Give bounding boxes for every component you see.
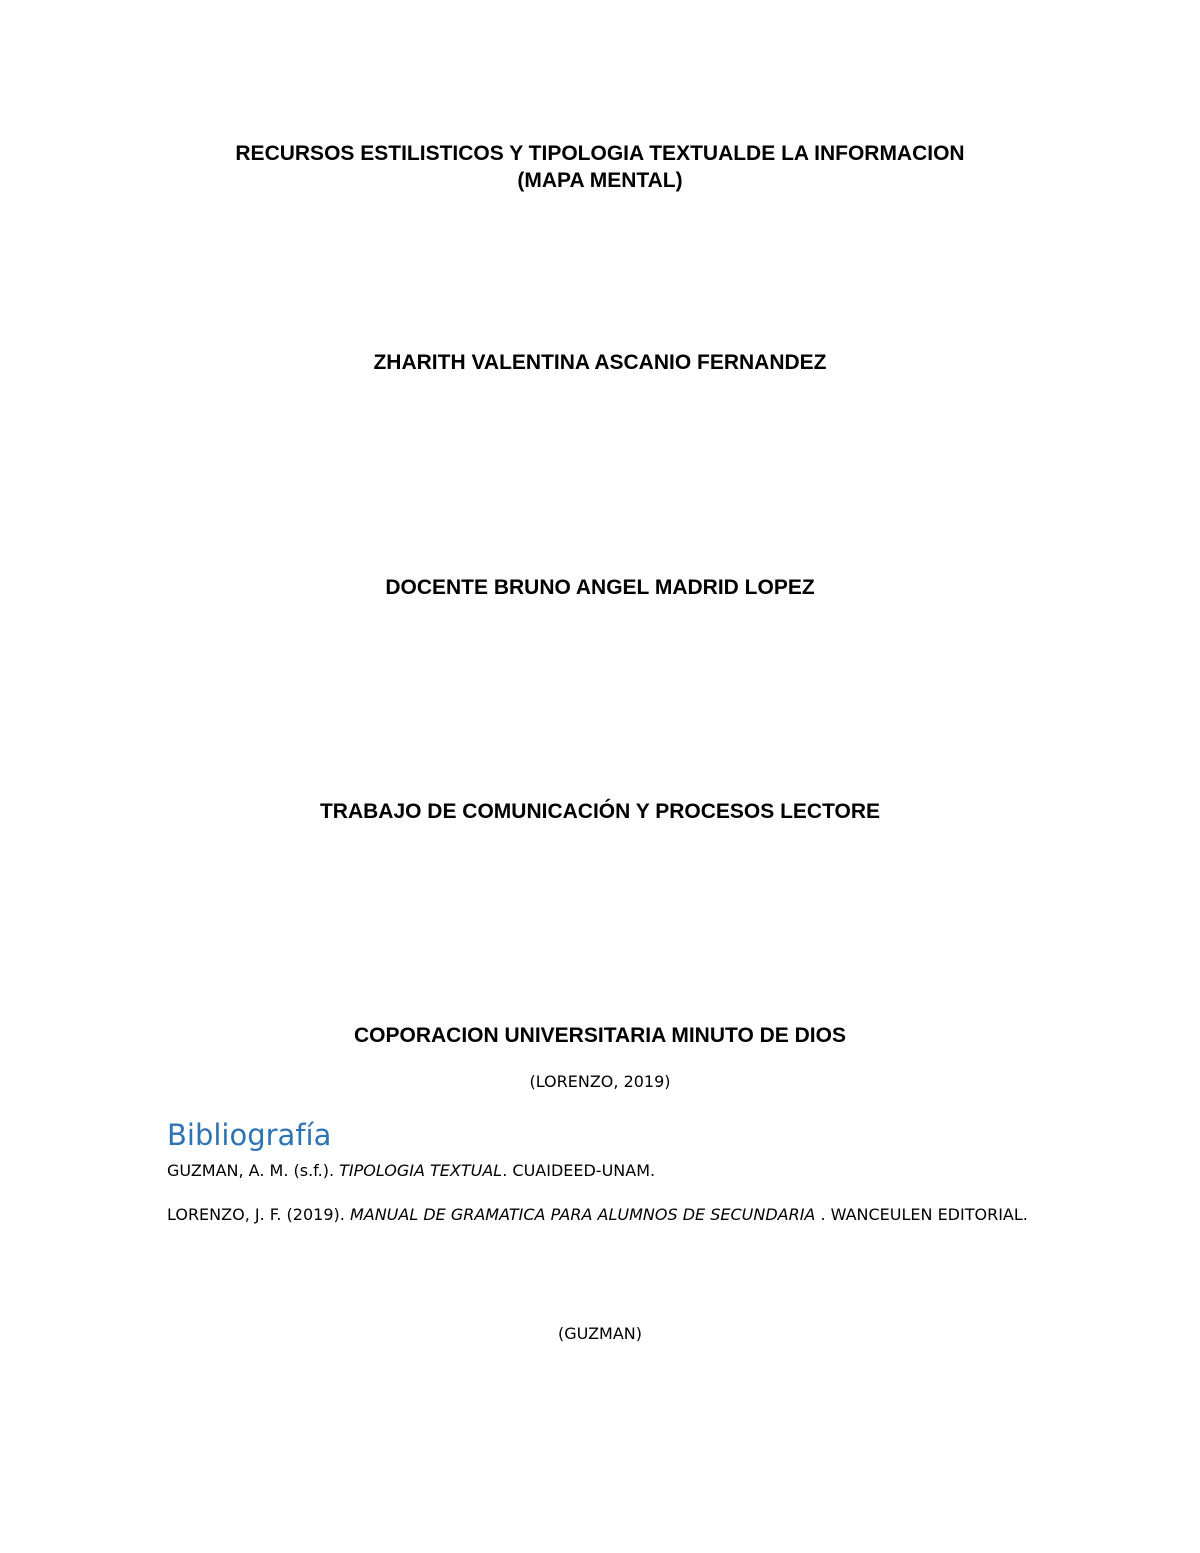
- bibliography-entry-lorenzo: [167, 1200, 1107, 1230]
- institution-name: COPORACION UNIVERSITARIA MINUTO DE DIOS: [354, 1024, 846, 1047]
- entry-lead: GUZMAN, A. M. (s.f.).: [167, 1161, 340, 1180]
- entry-title: TIPOLOGIA TEXTUAL: [339, 1161, 503, 1180]
- entry-lead: LORENZO, J. F. (2019).: [167, 1205, 350, 1224]
- citation-lorenzo: (LORENZO, 2019): [529, 1072, 671, 1091]
- work-description: TRABAJO DE COMUNICACIÓN Y PROCESOS LECTORE: [319, 800, 881, 823]
- entry-tail: . WANCEULEN EDITORIAL.: [820, 1205, 1028, 1224]
- author-name: ZHARITH VALENTINA ASCANIO FERNANDEZ: [373, 351, 827, 374]
- citation-guzman: (GUZMAN): [558, 1324, 642, 1343]
- teacher-name: DOCENTE BRUNO ANGEL MADRID LOPEZ: [385, 576, 815, 599]
- entry-tail: . CUAIDEED-UNAM.: [502, 1161, 656, 1180]
- document-title: [0, 140, 1200, 194]
- title-line-2: (MAPA MENTAL): [517, 169, 683, 192]
- bibliography-heading: Bibliografía: [167, 1118, 332, 1152]
- entry-title: MANUAL DE GRAMATICA PARA ALUMNOS DE SECUNDARIA: [349, 1205, 821, 1224]
- bibliography-entry-guzman: [167, 1156, 1107, 1186]
- title-line-1: RECURSOS ESTILISTICOS Y TIPOLOGIA TEXTUALDE LA INFORMACION: [235, 142, 965, 165]
